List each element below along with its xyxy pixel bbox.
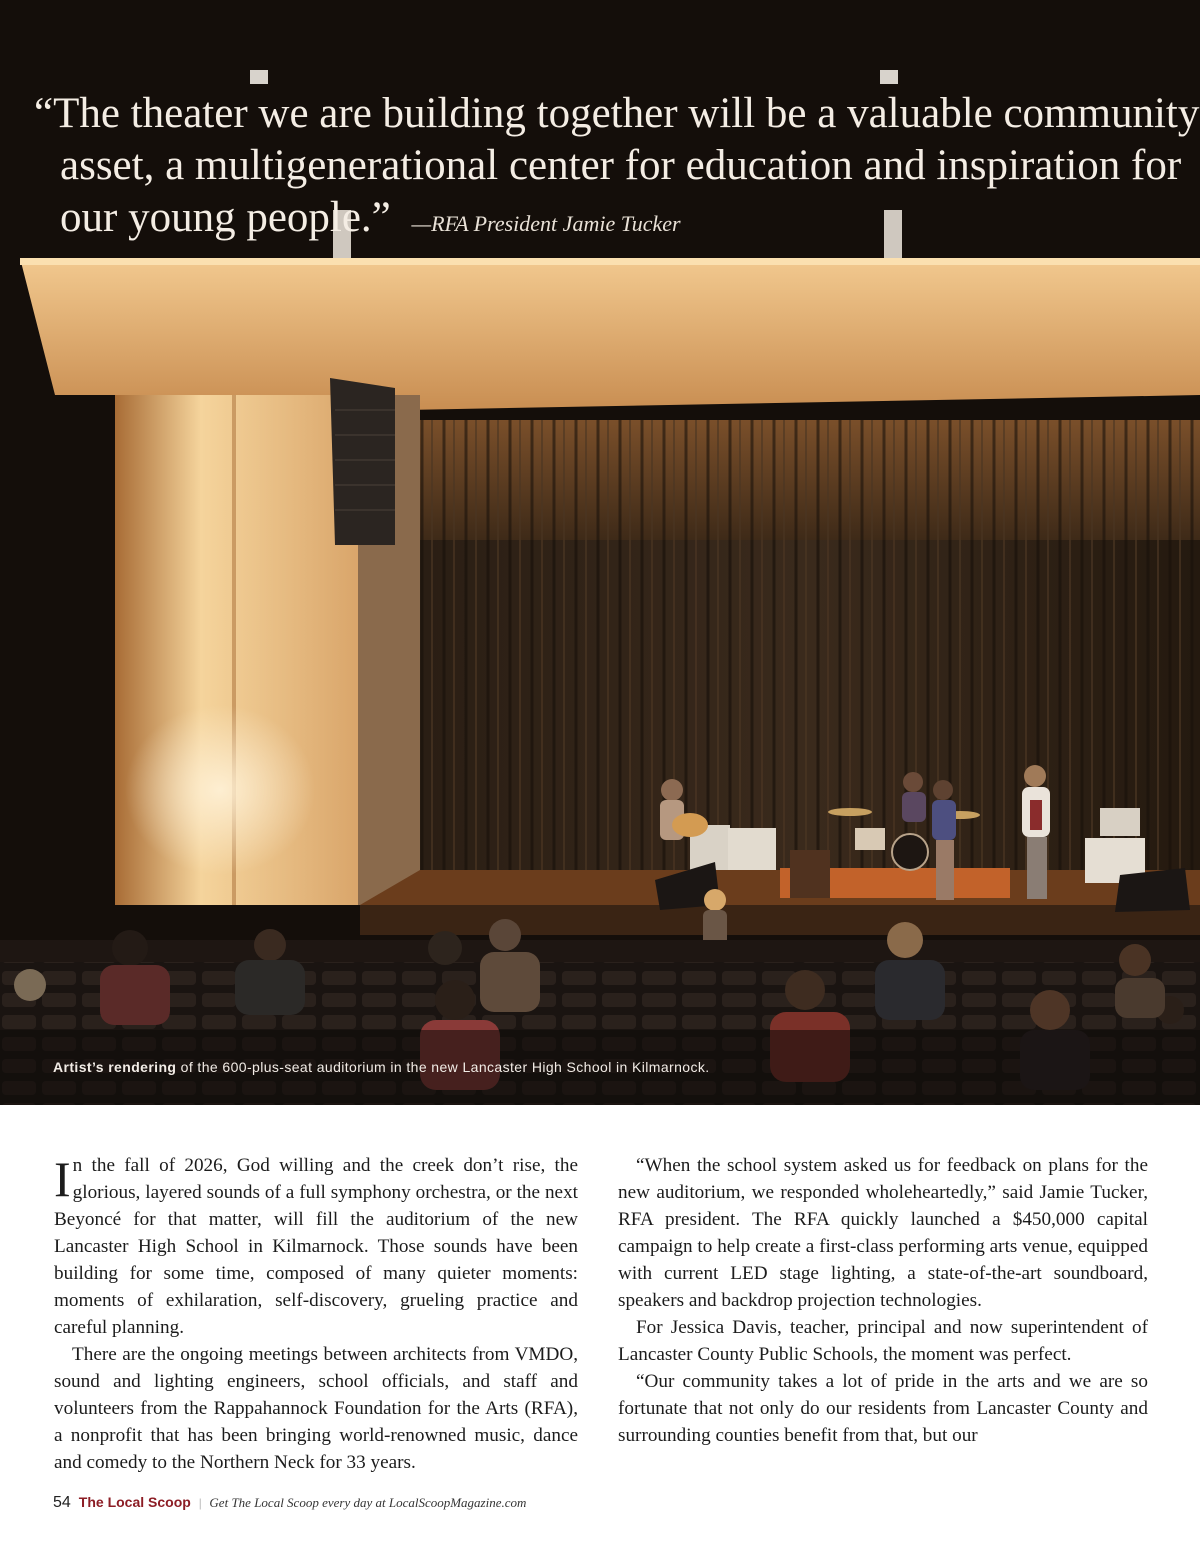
article-paragraph: “When the school system asked us for feedback on plans for the new auditorium, we responded wholeheartedly,” said Jamie Tucker, RFA president. The RFA quickly launched a $450,000 capital campaign to help create a first-class performing arts venue, equipped with current LED stage lighting, a state-of-the-art soundboard, speakers and backdrop projection technologies. <box>618 1155 1148 1311</box>
drop-cap: I <box>54 1151 71 1207</box>
article-column-right <box>618 1152 1148 1449</box>
paragraph-text: n the fall of 2026, God willing and the creek don’t rise, the glorious, layered sounds of a full symphony orchestra, or the next Beyoncé for that matter, will fill the auditorium of the new Lancaster High School in Kilmarnock. Those sounds have been building for some time, composed of many quieter moments: moments of exhilaration, self-discovery, grueling practice and careful planning. <box>54 1155 578 1338</box>
publication-name: The Local Scoop <box>78 1494 191 1510</box>
caption-lead: Artist’s rendering <box>53 1059 177 1075</box>
pull-quote-text: “The theater we are building together will be a valuable community asset, a multigenerational center for education and inspiration for our young people.” <box>34 90 1200 241</box>
page-footer <box>53 1494 526 1512</box>
article-paragraph <box>54 1152 578 1341</box>
page-number: 54 <box>53 1494 71 1511</box>
footer-tagline: Get The Local Scoop every day at LocalScoopMagazine.com <box>209 1495 527 1510</box>
pull-quote-attribution: —RFA President Jamie Tucker <box>411 211 681 236</box>
caption-text: of the 600-plus-seat auditorium in the new Lancaster High School in Kilmarnock. <box>176 1059 710 1075</box>
article-paragraph: “Our community takes a lot of pride in the arts and we are so fortunate that not only do our residents from Lancaster County and surrounding counties benefit from that, but our <box>618 1371 1148 1446</box>
image-caption <box>53 1059 710 1075</box>
pull-quote <box>32 88 1200 250</box>
article-column-left <box>54 1152 578 1476</box>
footer-separator: | <box>198 1495 202 1510</box>
article-paragraph: For Jessica Davis, teacher, principal and now superintendent of Lancaster County Public Schools, the moment was perfect. <box>618 1317 1148 1365</box>
article-paragraph: There are the ongoing meetings between architects from VMDO, sound and lighting engineers, school officials, and staff and volunteers from the Rappahannock Foundation for the Arts (RFA), a nonprofit that has been bringing world-renowned music, dance and comedy to the Northern Neck for 33 years. <box>54 1344 578 1473</box>
